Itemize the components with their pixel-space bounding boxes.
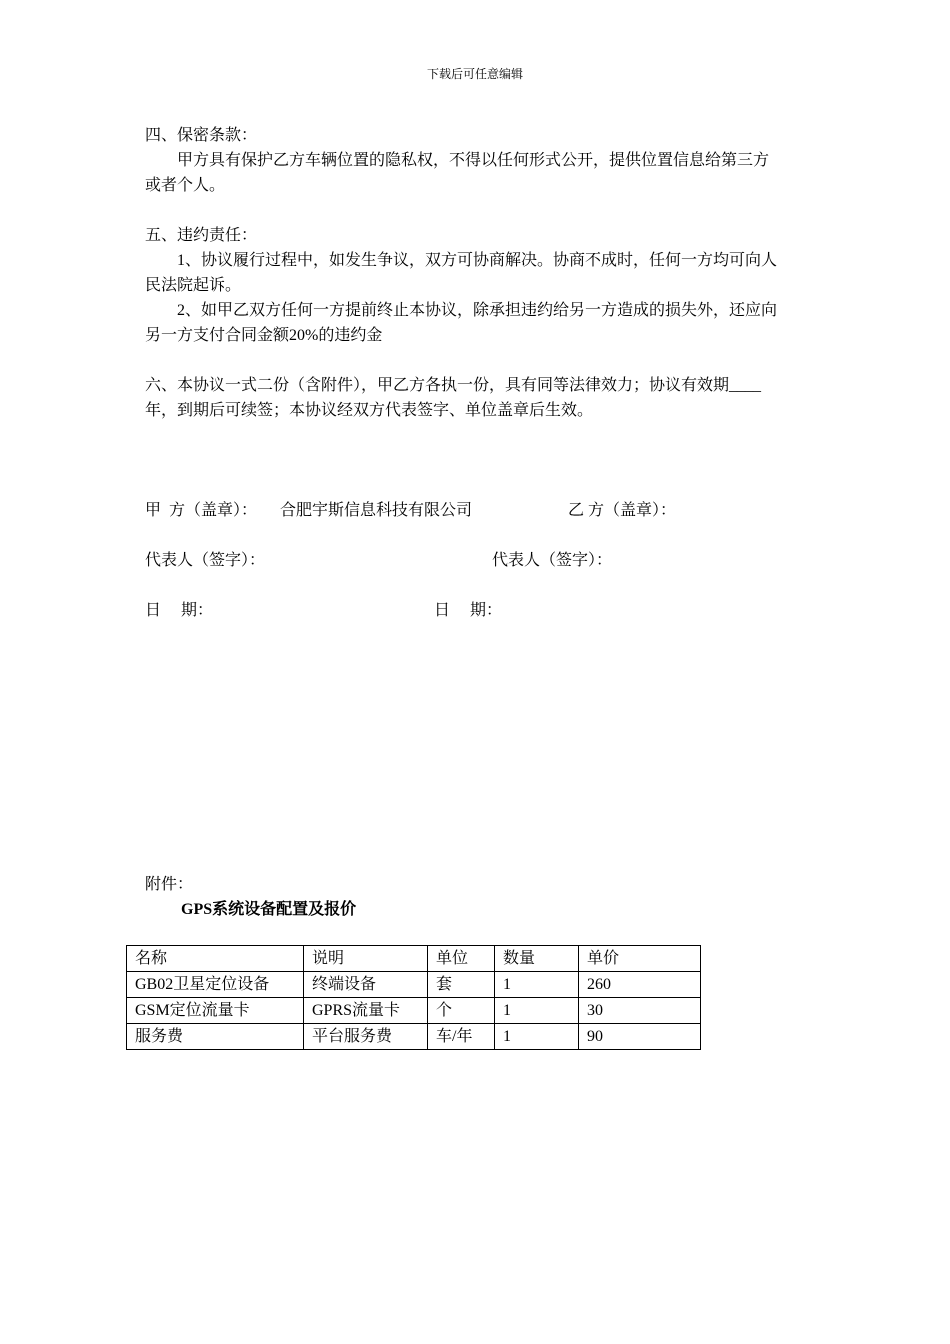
table-cell: 车/年	[428, 1024, 495, 1050]
section-4-text-line-1: 甲方具有保护乙方车辆位置的隐私权，不得以任何形式公开，提供位置信息给第三方	[177, 152, 770, 169]
table-row	[127, 998, 701, 1024]
price-table	[126, 945, 701, 1050]
table-header-cell: 说明	[304, 946, 428, 972]
table-header-row	[127, 946, 701, 972]
section-6-line-2: 年，到期后可续签；本协议经双方代表签字、单位盖章后生效。	[145, 402, 594, 419]
table-cell: 1	[495, 972, 579, 998]
attachment-label: 附件：	[145, 876, 194, 893]
table-cell: 服务费	[127, 1024, 304, 1050]
section-5-item-2-line-2: 另一方支付合同金额20%的违约金	[145, 327, 383, 344]
table-header-cell: 单价	[579, 946, 701, 972]
section-5-item-1-line-2: 民法院起诉。	[145, 277, 242, 294]
table-cell: 套	[428, 972, 495, 998]
table-cell: GPRS流量卡	[304, 998, 428, 1024]
section-4-heading: 四、保密条款：	[145, 127, 258, 144]
section-6-line-1: 六、本协议一式二份（含附件），甲乙方各执一份，具有同等法律效力；协议有效期____	[145, 377, 762, 394]
party-a-date-label: 日 期：	[145, 602, 214, 619]
party-a-representative-label: 代表人（签字）：	[145, 552, 266, 569]
table-header-cell: 数量	[495, 946, 579, 972]
table-row	[127, 1024, 701, 1050]
section-5-item-2-line-1: 2、如甲乙双方任何一方提前终止本协议，除承担违约给另一方造成的损失外，还应向	[177, 302, 778, 319]
table-cell: 30	[579, 998, 701, 1024]
table-cell: 平台服务费	[304, 1024, 428, 1050]
table-header-cell: 名称	[127, 946, 304, 972]
table-row	[127, 972, 701, 998]
table-cell: 1	[495, 1024, 579, 1050]
table-header-cell: 单位	[428, 946, 495, 972]
attachment-title: GPS系统设备配置及报价	[181, 901, 357, 918]
party-b-date-label: 日 期：	[434, 602, 503, 619]
table-cell: 终端设备	[304, 972, 428, 998]
section-5-heading: 五、违约责任：	[145, 227, 258, 244]
table-cell: 260	[579, 972, 701, 998]
party-a-seal-label: 甲 方（盖章）：	[145, 502, 258, 519]
party-b-seal-label: 乙 方（盖章）：	[568, 502, 677, 519]
page-header: 下载后可任意编辑	[426, 67, 523, 81]
table-cell: 1	[495, 998, 579, 1024]
table-cell: 90	[579, 1024, 701, 1050]
table-cell: 个	[428, 998, 495, 1024]
party-a-company-name: 合肥宇斯信息科技有限公司	[280, 502, 473, 519]
table-cell: GB02卫星定位设备	[127, 972, 304, 998]
table-cell: GSM定位流量卡	[127, 998, 304, 1024]
party-b-representative-label: 代表人（签字）：	[492, 552, 613, 569]
section-5-item-1-line-1: 1、协议履行过程中，如发生争议，双方可协商解决。协商不成时，任何一方均可向人	[177, 252, 778, 269]
section-4-text-line-2: 或者个人。	[145, 177, 226, 194]
